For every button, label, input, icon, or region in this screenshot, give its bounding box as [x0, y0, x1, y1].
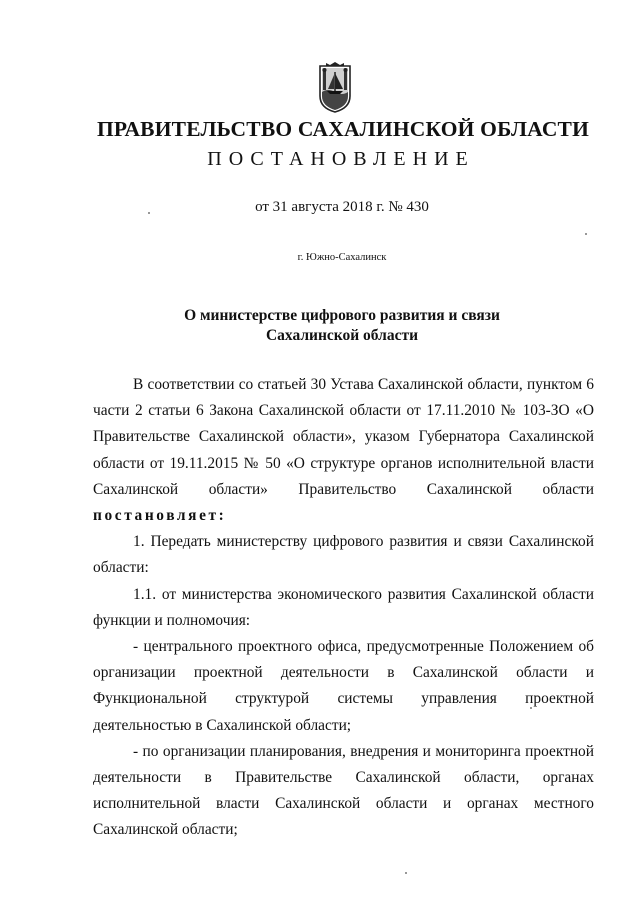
item-paragraph: 1. Передать министерству цифрового развития и связи Сахалинской области: [93, 533, 594, 577]
scan-speck [405, 872, 407, 874]
document-date-number: от 31 августа 2018 г. № 430 [255, 199, 429, 215]
preamble-paragraph [93, 372, 594, 529]
document-title-line: О министерстве цифрового развития и связи [184, 307, 500, 324]
scan-speck [585, 233, 587, 235]
scan-speck [148, 212, 150, 214]
dash-paragraph: - по организации планирования, внедрения и мониторинга проектной деятельности в Правительстве Сахалинской области, органах исполнительной власти Сахалинской области и органах местного Сахалинской области; [93, 742, 594, 839]
document-title [0, 306, 640, 346]
document-city: г. Южно-Сахалинск [297, 252, 387, 263]
document-body [93, 372, 594, 844]
dash-paragraph: - центрального проектного офиса, предусмотренные Положением об организации проектной деятельности в Сахалинской области и Функциональной структурой системы управления проектной деятельностью в Сахалинской области; [93, 638, 594, 734]
subitem-paragraph: 1.1. от министерства экономического развития Сахалинской области функции и полномочия: [93, 585, 594, 629]
preamble-text: В соответствии со статьей 30 Устава Сахалинской области, пунктом 6 части 2 статьи 6 Закона Сахалинской области от 17.11.2010 № 103-ЗО «О Правительстве Сахалинской области», указом Губернатора Сахалинской области от 19.11.2015 № 50 «О структуре органов исполнительной власти Сахалинской области» Правительство Сахалинской области [93, 376, 594, 498]
scan-speck [530, 707, 532, 709]
document-title-line: Сахалинской области [265, 327, 419, 344]
document-type: ПОСТАНОВЛЕНИЕ [207, 148, 475, 170]
sakhalin-coat-of-arms-icon [318, 62, 352, 114]
organization-name: ПРАВИТЕЛЬСТВО САХАЛИНСКОЙ ОБЛАСТИ [96, 117, 590, 141]
decree-word: постановляет: [93, 507, 227, 525]
